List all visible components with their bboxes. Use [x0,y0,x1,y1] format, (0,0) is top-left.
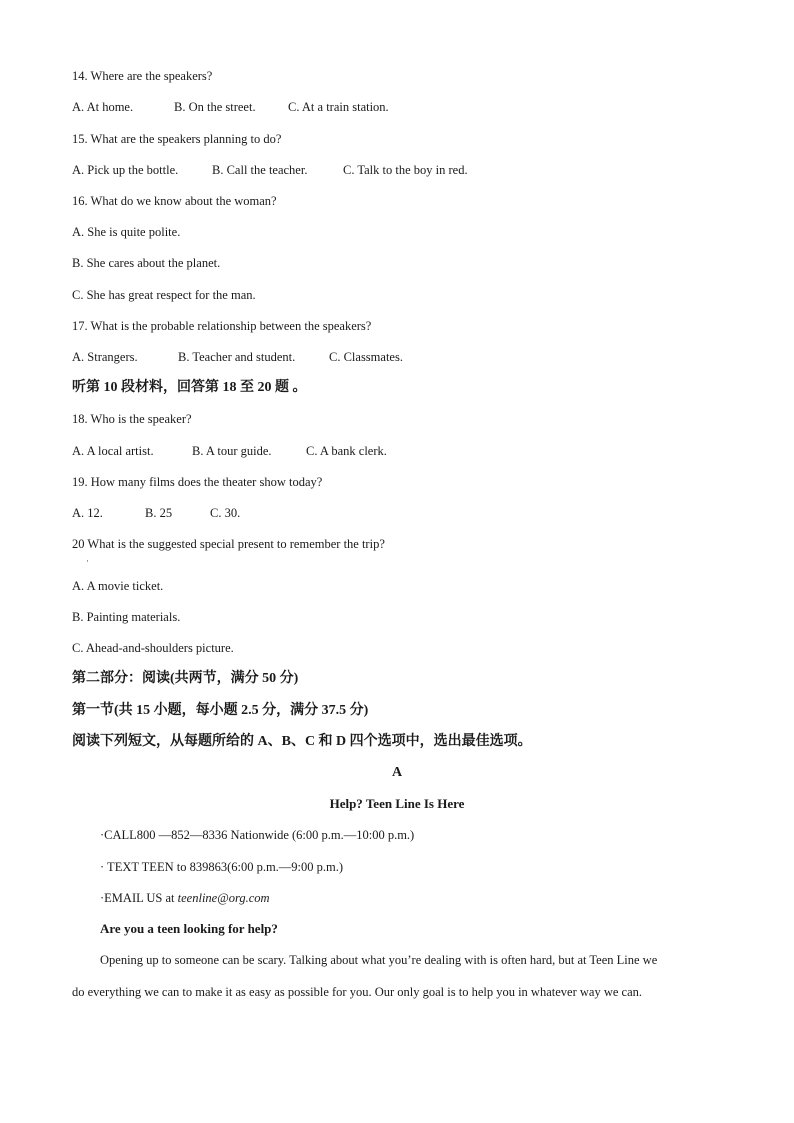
question-20-option-b: B. Painting materials. [72,610,181,624]
question-15-options [72,162,468,178]
option-a: A. Strangers. [72,350,138,364]
question-17-stem: 17. What is the probable relationship between the speakers? [72,319,372,333]
question-19-stem: 19. How many films does the theater show today? [72,475,323,489]
contact-call: ·CALL800 —852—8336 Nationwide (6:00 p.m.—10:00 p.m.) [100,828,415,842]
option-b: B. A tour guide. [192,444,272,458]
option-a: A. 12. [72,506,103,520]
option-b: B. Call the teacher. [212,163,308,177]
section-1-heading: 第一节(共 15 小题，每小题 2.5 分，满分 37.5 分) [72,703,369,718]
passage-letter: A [391,765,403,780]
question-20-option-c: C. Ahead-and-shoulders picture. [72,641,234,655]
option-b: B. On the street. [174,100,256,114]
option-c: C. At a train station. [288,100,389,114]
question-16-option-c: C. She has great respect for the man. [72,288,256,302]
option-b: B. 25 [145,506,173,520]
question-20-stem: 20 What is the suggested special present to remember the trip? [72,537,385,551]
part-2-heading: 第二部分：阅读(共两节，满分 50 分) [72,671,299,686]
option-b: B. Teacher and student. [178,350,296,364]
question-14-options [72,99,389,115]
section-10-heading: 听第 10 段材料，回答第 18 至 20 题 。 [72,380,307,395]
question-19-options [72,505,240,521]
question-14-stem: 14. Where are the speakers? [72,69,213,83]
contact-email [100,890,270,906]
option-a: A. Pick up the bottle. [72,163,179,177]
option-c: C. 30. [210,506,241,520]
stray-dot-mark: · [86,556,89,566]
option-a: A. A local artist. [72,444,154,458]
question-17-options [72,349,403,365]
passage-subheading: Are you a teen looking for help? [100,921,278,936]
question-18-options [72,443,387,459]
question-18-stem: 18. Who is the speaker? [72,412,192,426]
passage-paragraph-line-2: do everything we can to make it as easy as possible for you. Our only goal is to help you in whatever way we can. [72,985,642,999]
passage-title: Help? Teen Line Is Here [329,796,465,811]
passage-paragraph-line-1: Opening up to someone can be scary. Talking about what you’re dealing with is often hard, but at Teen Line we [100,953,658,967]
option-c: C. A bank clerk. [306,444,387,458]
question-15-stem: 15. What are the speakers planning to do? [72,132,282,146]
question-16-option-b: B. She cares about the planet. [72,256,221,270]
reading-instructions: 阅读下列短文，从每题所给的 A、B、C 和 D 四个选项中，选出最佳选项。 [72,734,532,749]
contact-text: · TEXT TEEN to 839863(6:00 p.m.—9:00 p.m.) [100,860,344,874]
question-16-stem: 16. What do we know about the woman? [72,194,277,208]
option-c: C. Classmates. [329,350,403,364]
email-address: teenline@org.com [177,891,270,905]
question-16-option-a: A. She is quite polite. [72,225,181,239]
email-prefix: ·EMAIL US at [100,891,178,905]
option-a: A. At home. [72,100,134,114]
option-c: C. Talk to the boy in red. [343,163,468,177]
question-20-option-a: A. A movie ticket. [72,579,164,593]
